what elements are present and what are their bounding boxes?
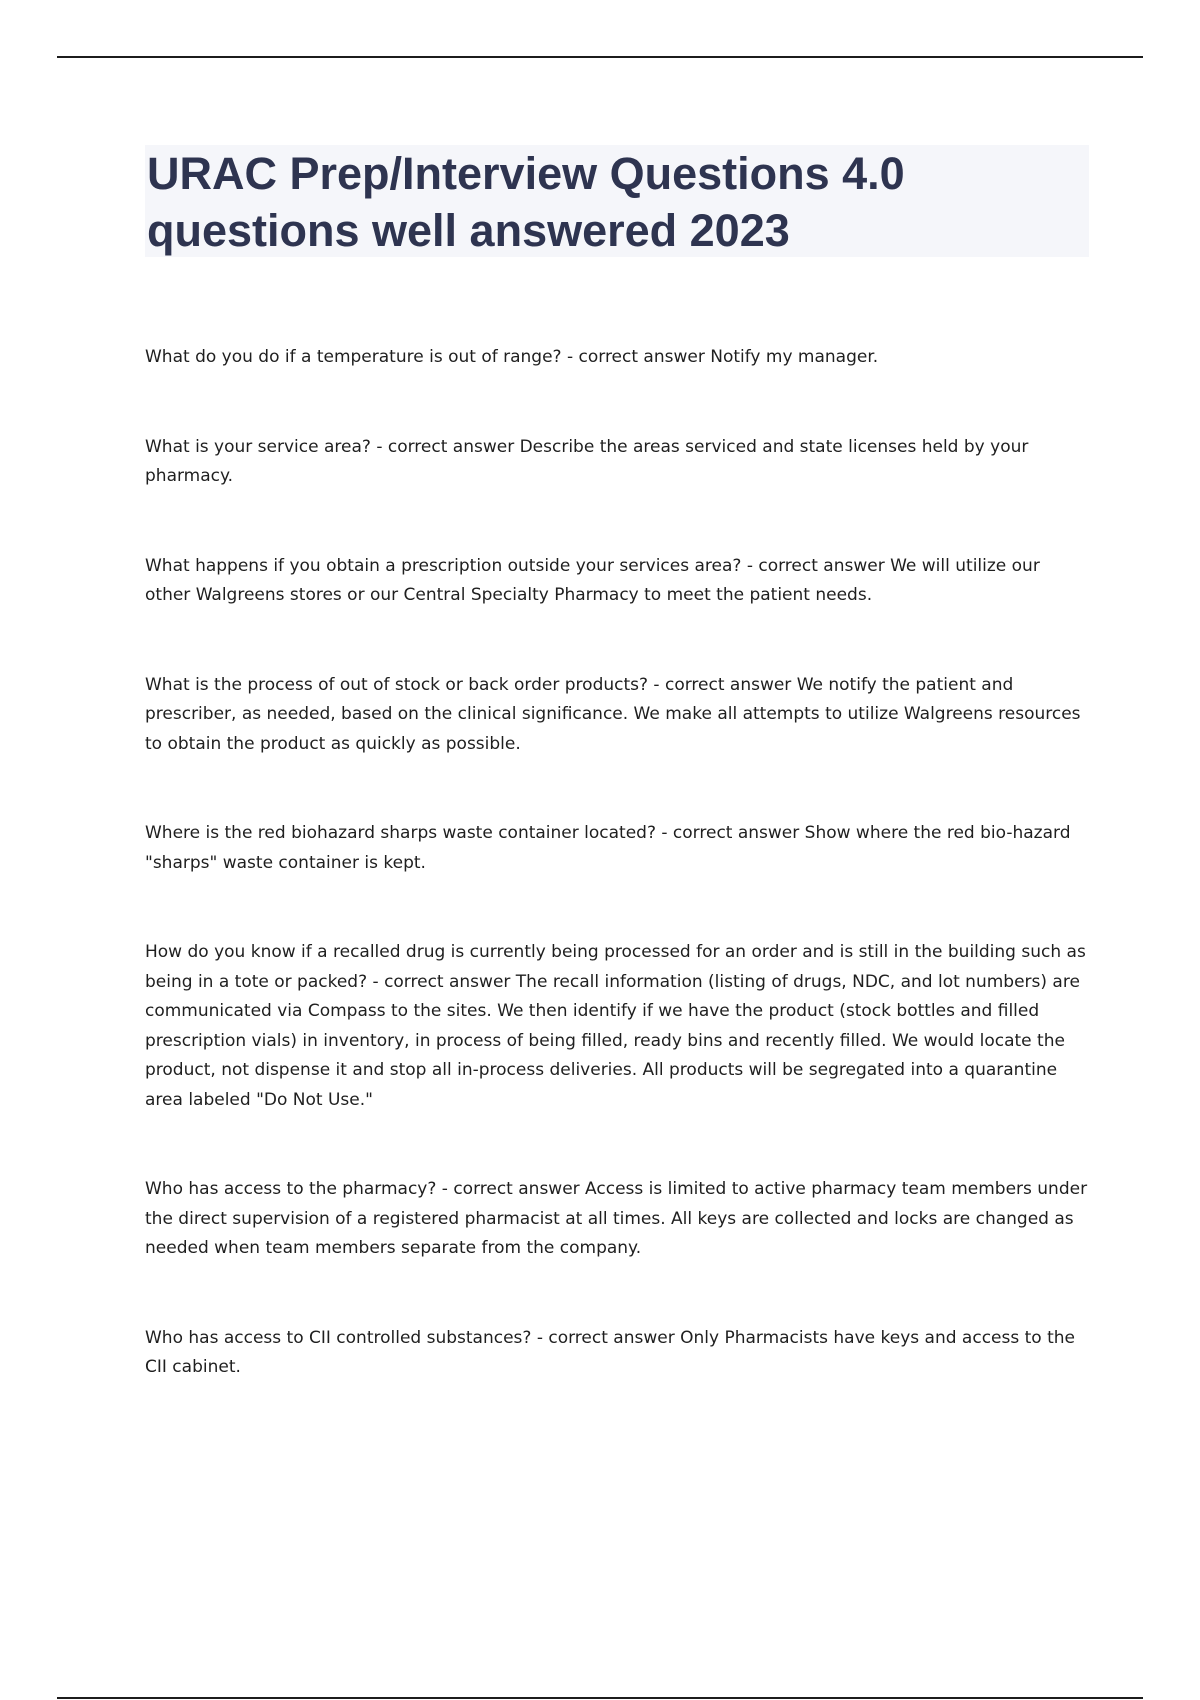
qa-item-cii-access: Who has access to CII controlled substances? - correct answer Only Pharmacists have keys and access to the CII cabinet. (145, 1327, 1075, 1377)
bottom-divider (57, 1697, 1143, 1699)
qa-item-recalled-drug: How do you know if a recalled drug is currently being processed for an order and is still in the building such as being in a tote or packed? - correct answer The recall information (listing of drugs, NDC, and lot numbers) are communicated via Compass to the sites. We then identify if we have the product (stock bottles and filled prescription vials) in inventory, in process of being filled, ready bins and recently filled. We would locate the product, not dispense it and stop all in-process deliveries. All products will be segregated into a quarantine area labeled "Do Not Use." (145, 942, 1086, 1110)
qa-item-pharmacy-access: Who has access to the pharmacy? - correct answer Access is limited to active pharmacy team members under the direct supervision of a registered pharmacist at all times. All keys are collected and locks are changed as needed when team members separate from the company. (145, 1179, 1088, 1258)
qa-list (145, 343, 1090, 1443)
qa-item-service-area: What is your service area? - correct answer Describe the areas serviced and state licenses held by your pharmacy. (145, 436, 1029, 486)
qa-item-out-of-stock: What is the process of out of stock or back order products? - correct answer We notify the patient and prescriber, as needed, based on the clinical significance. We make all attempts to utilize Walgreens resources to obtain the product as quickly as possible. (145, 674, 1081, 754)
qa-item-outside-area: What happens if you obtain a prescription outside your services area? - correct answer We will utilize our other Walgreens stores or our Central Specialty Pharmacy to meet the patient needs. (145, 555, 1040, 605)
top-divider (57, 56, 1143, 58)
title-block (145, 145, 1089, 257)
qa-item-temperature: What do you do if a temperature is out of range? - correct answer Notify my manager. (145, 347, 879, 367)
qa-item-sharps-container: Where is the red biohazard sharps waste container located? - correct answer Show where the red bio-hazard "sharps" waste container is kept. (145, 823, 1071, 873)
document-title: URAC Prep/Interview Questions 4.0 questions well answered 2023 (147, 148, 905, 256)
